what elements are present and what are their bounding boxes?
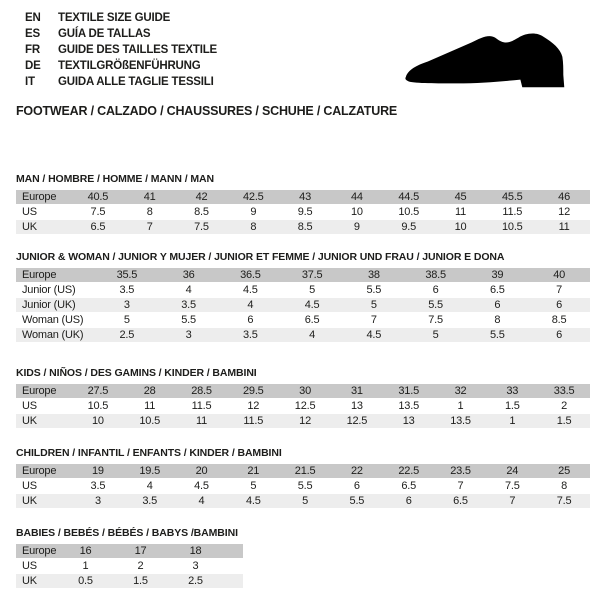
size-value: 4.5 (366, 329, 382, 341)
size-value: 13 (402, 415, 415, 427)
table-title: MAN / HOMBRE / HOMME / MANN / MAN (16, 173, 214, 185)
size-value: 1.5 (504, 400, 520, 412)
size-value: 5.5 (366, 284, 382, 296)
table-row (16, 190, 590, 204)
language-guide-label: TEXTILE SIZE GUIDE (58, 12, 171, 24)
row-label: Junior (US) (22, 284, 76, 296)
size-value: 8 (561, 480, 568, 492)
size-value: 12 (558, 206, 570, 218)
row-label: Europe (22, 191, 57, 203)
row-label: Europe (22, 269, 57, 281)
size-value: 4.5 (194, 480, 209, 492)
size-value: 28.5 (191, 385, 212, 397)
size-value: 8 (494, 314, 501, 326)
row-label: Woman (US) (22, 314, 84, 326)
size-value: 7.5 (194, 221, 209, 233)
size-value: 11.5 (243, 415, 264, 427)
size-value: 10.5 (398, 206, 419, 218)
size-value: 38 (367, 269, 380, 281)
table-title: JUNIOR & WOMAN / JUNIOR Y MUJER / JUNIOR ET FEMME / JUNIOR UND FRAU / JUNIOR E DONA (16, 251, 505, 263)
size-value: 4 (247, 299, 254, 311)
table-row (16, 283, 590, 297)
size-value: 1.5 (133, 575, 148, 587)
size-value: 44.5 (398, 191, 419, 203)
size-table-man (16, 172, 590, 235)
language-guide-label: TEXTILGRÖßENFÜHRUNG (58, 60, 201, 72)
size-value: 10.5 (501, 221, 523, 233)
size-value: 13.5 (398, 400, 419, 412)
row-label: US (22, 560, 37, 572)
table-row (16, 464, 590, 478)
size-value: 3 (94, 495, 101, 507)
size-value: 11 (558, 221, 570, 233)
size-value: 45.5 (501, 191, 523, 203)
language-code: DE (25, 60, 41, 72)
size-value: 13 (350, 400, 363, 412)
size-table-kids (16, 366, 590, 429)
table-row (16, 220, 590, 234)
language-guide-label: GUÍA DE TALLAS (58, 28, 151, 40)
size-value: 6 (432, 284, 439, 296)
size-value: 5.5 (181, 314, 196, 326)
table-row (16, 544, 243, 558)
size-value: 10 (454, 221, 467, 233)
language-code: ES (25, 28, 40, 40)
size-value: 18 (189, 545, 202, 557)
size-value: 6.5 (490, 284, 505, 296)
size-value: 12 (299, 415, 311, 427)
size-value: 7 (146, 221, 153, 233)
size-value: 16 (79, 545, 92, 557)
size-value: 45 (454, 191, 467, 203)
size-value: 5 (432, 329, 439, 341)
size-value: 22.5 (398, 465, 419, 477)
row-label: Junior (UK) (22, 299, 76, 311)
row-label: Europe (22, 465, 57, 477)
size-value: 6.5 (304, 314, 320, 326)
size-value: 3.5 (142, 495, 158, 507)
row-label: Woman (UK) (22, 329, 84, 341)
size-value: 11 (144, 400, 156, 412)
size-value: 1.5 (556, 415, 572, 427)
size-value: 12.5 (346, 415, 368, 427)
size-table-junior-woman (16, 250, 590, 343)
table-row (16, 414, 590, 428)
size-value: 3.5 (243, 329, 258, 341)
size-value: 11 (195, 415, 207, 427)
size-value: 3 (123, 299, 130, 311)
table-row (16, 479, 590, 493)
size-value: 20 (195, 465, 208, 477)
size-value: 37.5 (301, 269, 323, 281)
size-value: 6 (556, 299, 563, 311)
size-value: 4 (146, 480, 153, 492)
size-value: 7.5 (504, 480, 520, 492)
size-value: 4 (198, 495, 205, 507)
size-value: 23.5 (450, 465, 471, 477)
size-value: 5.5 (428, 299, 443, 311)
size-value: 42 (195, 191, 208, 203)
size-value: 6 (353, 480, 360, 492)
size-value: 13.5 (450, 415, 471, 427)
size-value: 6 (247, 314, 254, 326)
table-title: BABIES / BEBÉS / BÉBÉS / BABYS /BAMBINI (16, 527, 238, 539)
size-value: 5.5 (349, 495, 365, 507)
size-value: 1 (82, 560, 89, 572)
size-value: 40.5 (87, 191, 109, 203)
size-value: 19 (91, 465, 104, 477)
size-value: 5 (250, 480, 257, 492)
size-value: 6 (405, 495, 412, 507)
size-value: 2.5 (188, 575, 203, 587)
row-label: UK (22, 415, 37, 427)
size-value: 31.5 (398, 385, 419, 397)
size-value: 7 (457, 480, 464, 492)
size-value: 44 (350, 191, 363, 203)
size-value: 24 (506, 465, 519, 477)
size-value: 7.5 (428, 314, 443, 326)
language-guide-label: GUIDE DES TAILLES TEXTILE (58, 44, 217, 56)
table-row (16, 328, 590, 342)
table-row (16, 384, 590, 398)
language-code: FR (25, 44, 40, 56)
size-value: 11.5 (502, 206, 523, 218)
size-value: 8 (250, 221, 257, 233)
size-value: 10.5 (87, 400, 109, 412)
size-value: 1 (457, 400, 464, 412)
row-label: Europe (22, 385, 57, 397)
size-value: 39 (491, 269, 504, 281)
size-value: 12.5 (294, 400, 316, 412)
size-value: 10 (91, 415, 104, 427)
size-value: 6 (556, 329, 563, 341)
size-value: 4.5 (243, 284, 258, 296)
size-value: 8.5 (551, 314, 567, 326)
table-row (16, 298, 590, 312)
row-label: Europe (22, 545, 57, 557)
size-value: 7 (509, 495, 516, 507)
size-value: 46 (558, 191, 570, 203)
table-row (16, 313, 590, 327)
size-value: 6.5 (401, 480, 417, 492)
table-row (16, 205, 590, 219)
size-value: 41 (143, 191, 156, 203)
size-value: 40 (553, 269, 566, 281)
size-value: 5 (123, 314, 130, 326)
size-value: 3.5 (90, 480, 106, 492)
size-value: 3 (185, 329, 192, 341)
size-value: 4 (309, 329, 316, 341)
row-label: US (22, 480, 37, 492)
size-value: 36.5 (240, 269, 261, 281)
category-line: FOOTWEAR / CALZADO / CHAUSSURES / SCHUHE / CALZATURE (16, 104, 398, 118)
size-table-babies (16, 526, 243, 589)
size-value: 2 (561, 400, 568, 412)
size-value: 10.5 (139, 415, 160, 427)
size-value: 2 (137, 560, 144, 572)
language-code: EN (25, 12, 41, 24)
size-value: 8.5 (297, 221, 313, 233)
table-row (16, 399, 590, 413)
language-guide-label: GUIDA ALLE TAGLIE TESSILI (58, 76, 214, 88)
size-value: 3.5 (181, 299, 196, 311)
size-value: 11.5 (191, 400, 212, 412)
size-value: 12 (247, 400, 260, 412)
size-value: 43 (299, 191, 311, 203)
size-value: 8.5 (194, 206, 209, 218)
size-value: 9 (353, 221, 360, 233)
size-value: 31 (350, 385, 363, 397)
size-value: 5 (370, 299, 377, 311)
size-value: 4 (185, 284, 192, 296)
size-value: 25 (558, 465, 570, 477)
size-value: 19.5 (139, 465, 160, 477)
size-value: 28 (143, 385, 156, 397)
size-value: 29.5 (242, 385, 264, 397)
size-value: 7 (370, 314, 377, 326)
size-value: 9.5 (401, 221, 417, 233)
size-value: 5.5 (490, 329, 505, 341)
table-row (16, 494, 590, 508)
size-value: 1 (509, 415, 516, 427)
table-title: CHILDREN / INFANTIL / ENFANTS / KINDER / BAMBINI (16, 447, 282, 459)
size-value: 6.5 (90, 221, 106, 233)
size-value: 11 (454, 206, 466, 218)
size-value: 36 (182, 269, 195, 281)
size-value: 3.5 (119, 284, 135, 296)
row-label: UK (22, 221, 37, 233)
size-value: 32 (454, 385, 467, 397)
size-value: 6 (494, 299, 501, 311)
table-row (16, 559, 243, 573)
table-row (16, 574, 243, 588)
size-value: 27.5 (87, 385, 109, 397)
size-value: 5 (309, 284, 316, 296)
row-label: UK (22, 575, 37, 587)
language-code: IT (25, 76, 35, 88)
size-value: 21.5 (294, 465, 316, 477)
table-row (16, 268, 590, 282)
size-value: 9 (250, 206, 257, 218)
table-title: KIDS / NIÑOS / DES GAMINS / KINDER / BAMBINI (16, 367, 257, 379)
size-value: 30 (299, 385, 311, 397)
size-value: 5.5 (297, 480, 313, 492)
size-value: 33 (506, 385, 519, 397)
size-value: 22 (350, 465, 363, 477)
size-value: 17 (134, 545, 147, 557)
size-value: 4.5 (245, 495, 261, 507)
size-value: 7.5 (556, 495, 572, 507)
size-value: 6.5 (453, 495, 468, 507)
size-tables (16, 0, 590, 600)
size-value: 0.5 (78, 575, 93, 587)
row-label: US (22, 206, 37, 218)
size-value: 21 (247, 465, 260, 477)
size-value: 9.5 (297, 206, 313, 218)
size-value: 7.5 (90, 206, 106, 218)
size-value: 33.5 (553, 385, 575, 397)
size-value: 8 (146, 206, 153, 218)
row-label: US (22, 400, 37, 412)
size-value: 38.5 (425, 269, 446, 281)
row-label: UK (22, 495, 37, 507)
size-value: 3 (192, 560, 199, 572)
size-value: 10 (350, 206, 363, 218)
size-value: 35.5 (116, 269, 138, 281)
size-value: 42.5 (242, 191, 264, 203)
size-table-children (16, 446, 590, 509)
size-value: 7 (556, 284, 563, 296)
size-value: 2.5 (119, 329, 135, 341)
size-value: 4.5 (304, 299, 320, 311)
size-value: 5 (302, 495, 309, 507)
